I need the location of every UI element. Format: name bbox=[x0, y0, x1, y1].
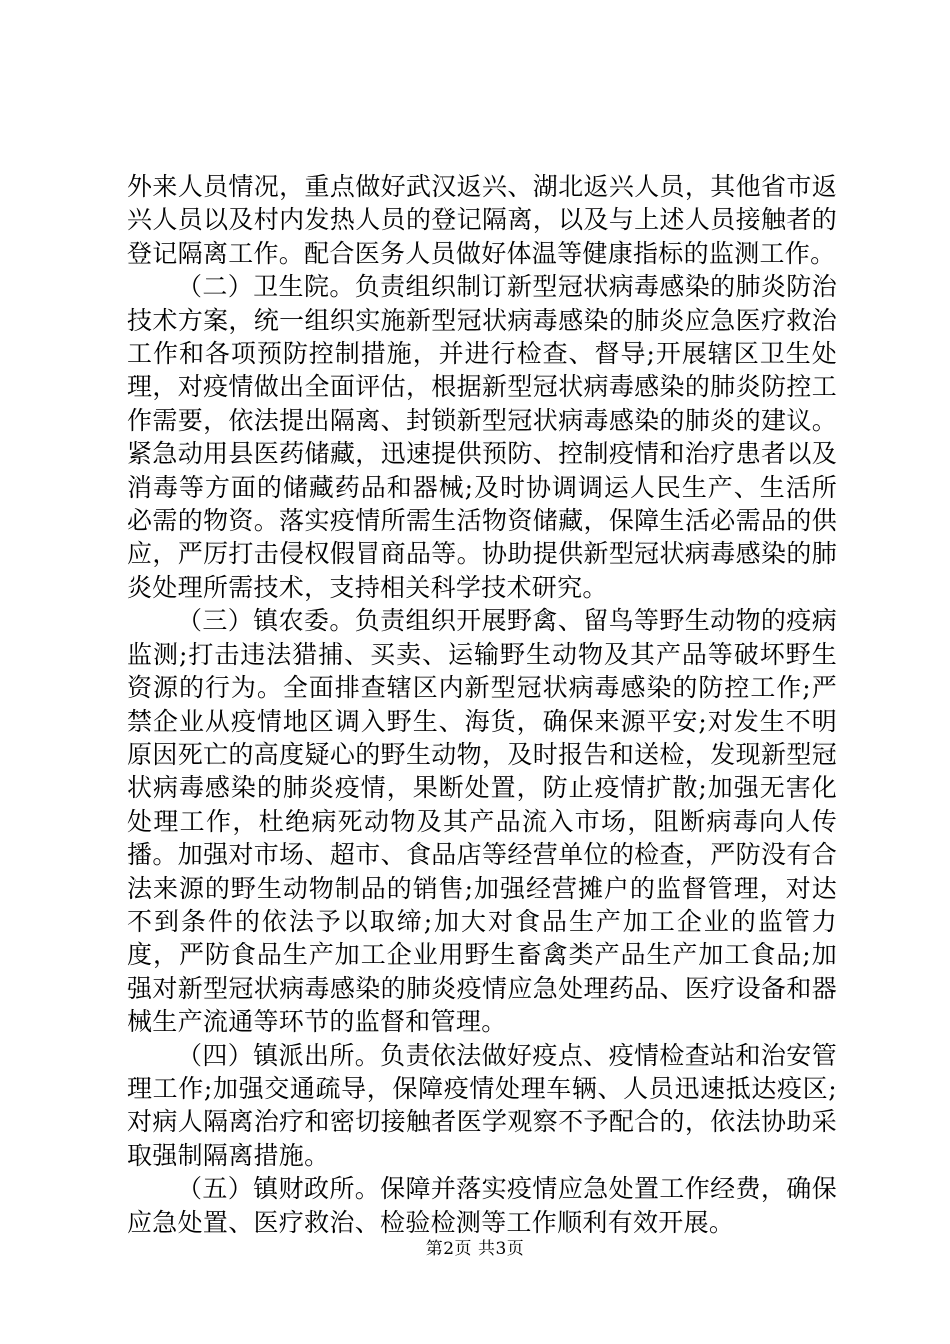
page-number-footer: 第2页 共3页 bbox=[425, 1239, 525, 1259]
paragraph-continuation: 外来人员情况，重点做好武汉返兴、湖北返兴人员，其他省市返兴人员以及村内发热人员的登记隔离，以及与上述人员接触者的登记隔离工作。配合医务人员做好体温等健康指标的监测工作。 bbox=[127, 172, 837, 268]
paragraph-police-station: （四）镇派出所。负责依法做好疫点、疫情检查站和治安管理工作;加强交通疏导，保障疫情处理车辆、人员迅速抵达疫区;对病人隔离治疗和密切接触者医学观察不予配合的，依法协助采取强制隔离措施。 bbox=[127, 1040, 837, 1170]
paragraph-health-center: （二）卫生院。负责组织制订新型冠状病毒感染的肺炎防治技术方案，统一组织实施新型冠状病毒感染的肺炎应急医疗救治工作和各项预防控制措施，并进行检查、督导;开展辖区卫生处理，对疫情做出全面评估，根据新型冠状病毒感染的肺炎防控工作需要，依法提出隔离、封锁新型冠状病毒感染的肺炎的建议。紧急动用县医药储藏，迅速提供预防、控制疫情和治疗患者以及消毒等方面的储藏药品和器械;及时协调调运人民生产、生活所必需的物资。落实疫情所需生活物资储藏，保障生活必需品的供应，严厉打击侵权假冒商品等。协助提供新型冠状病毒感染的肺炎处理所需技术，支持相关科学技术研究。 bbox=[127, 272, 837, 602]
paragraph-agriculture-committee: （三）镇农委。负责组织开展野禽、留鸟等野生动物的疫病监测;打击违法猎捕、买卖、运输野生动物及其产品等破坏野生资源的行为。全面排查辖区内新型冠状病毒感染的防控工作;严禁企业从疫情地区调入野生、海货，确保来源平安;对发生不明原因死亡的高度疑心的野生动物，及时报告和送检，发现新型冠状病毒感染的肺炎疫情，果断处置，防止疫情扩散;加强无害化处理工作，杜绝病死动物及其产品流入市场，阻断病毒向人传播。加强对市场、超市、食品店等经营单位的检查，严防没有合法来源的野生动物制品的销售;加强经营摊户的监督管理，对达不到条件的依法予以取缔;加大对食品生产加工企业的监管力度，严防食品生产加工企业用野生畜禽类产品生产加工食品;加强对新型冠状病毒感染的肺炎疫情应急处理药品、医疗设备和器械生产流通等环节的监督和管理。 bbox=[127, 606, 837, 1037]
paragraph-finance-office: （五）镇财政所。保障并落实疫情应急处置工作经费，确保应急处置、医疗救治、检验检测等工作顺利有效开展。 bbox=[127, 1174, 837, 1237]
body-text bbox=[127, 170, 837, 1239]
